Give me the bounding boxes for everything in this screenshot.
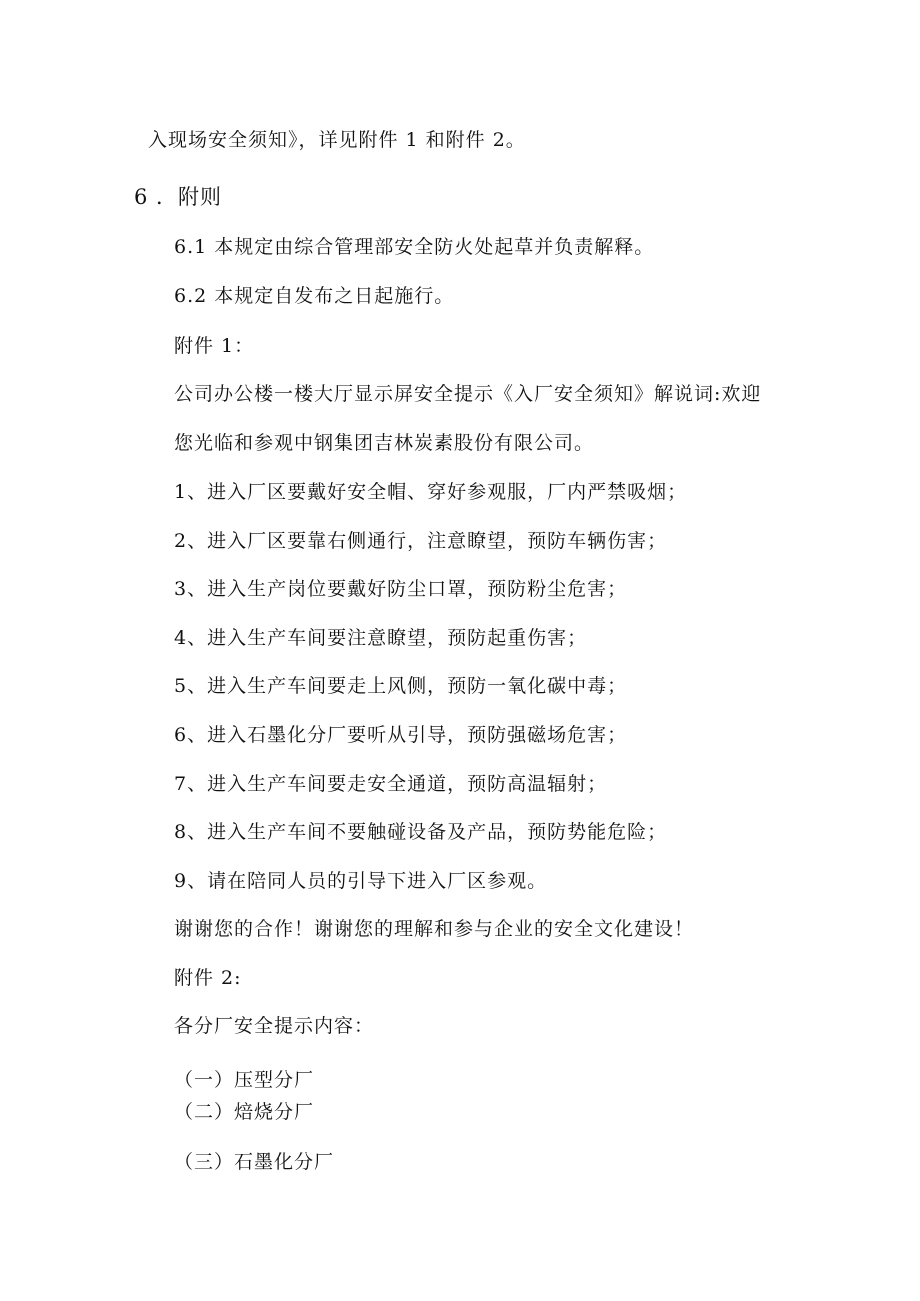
list-item: 1、进入厂区要戴好安全帽、穿好参观服，厂内严禁吸烟； xyxy=(174,481,688,503)
attachment1-title: 附件 1： xyxy=(174,335,255,357)
clause-6-2: 6.2 本规定自发布之日起施行。 xyxy=(174,285,455,307)
list-item: 2、进入厂区要靠右侧通行，注意瞭望，预防车辆伤害； xyxy=(174,530,668,552)
list-item: 6、进入石墨化分厂要听从引导，预防强磁场危害； xyxy=(174,724,628,746)
list-item: 4、进入生产车间要注意瞭望，预防起重伤害； xyxy=(174,627,588,649)
section-heading: 6 ．附则 xyxy=(134,185,223,209)
attachment1-intro-line2: 您光临和参观中钢集团吉林炭素股份有限公司。 xyxy=(174,432,595,454)
continuation-text: 入现场安全须知》，详见附件 1 和附件 2。 xyxy=(148,129,526,151)
attachment1-intro-line1: 公司办公楼一楼大厅显示屏安全提示《入厂安全须知》解说词:欢迎 xyxy=(174,383,762,405)
attachment2-intro: 各分厂安全提示内容： xyxy=(174,1015,375,1037)
clause-6-1: 6.1 本规定由综合管理部安全防火处起草并负责解释。 xyxy=(174,236,655,258)
list-item: 5、进入生产车间要走上风侧，预防一氧化碳中毒； xyxy=(174,675,628,697)
subsection-heading: （三）石墨化分厂 xyxy=(174,1151,335,1173)
attachment1-closing: 谢谢您的合作！谢谢您的理解和参与企业的安全文化建设！ xyxy=(174,918,695,940)
list-item: 7、进入生产车间要走安全通道，预防高温辐射； xyxy=(174,773,608,795)
list-item: 9、请在陪同人员的引导下进入厂区参观。 xyxy=(174,870,548,892)
list-item: 8、进入生产车间不要触碰设备及产品，预防势能危险； xyxy=(174,821,668,843)
subsection-heading: （一）压型分厂 xyxy=(174,1069,315,1091)
attachment2-title: 附件 2: xyxy=(174,967,242,989)
list-item: 3、进入生产岗位要戴好防尘口罩，预防粉尘危害； xyxy=(174,578,628,600)
subsection-heading: （二）焙烧分厂 xyxy=(174,1101,315,1123)
